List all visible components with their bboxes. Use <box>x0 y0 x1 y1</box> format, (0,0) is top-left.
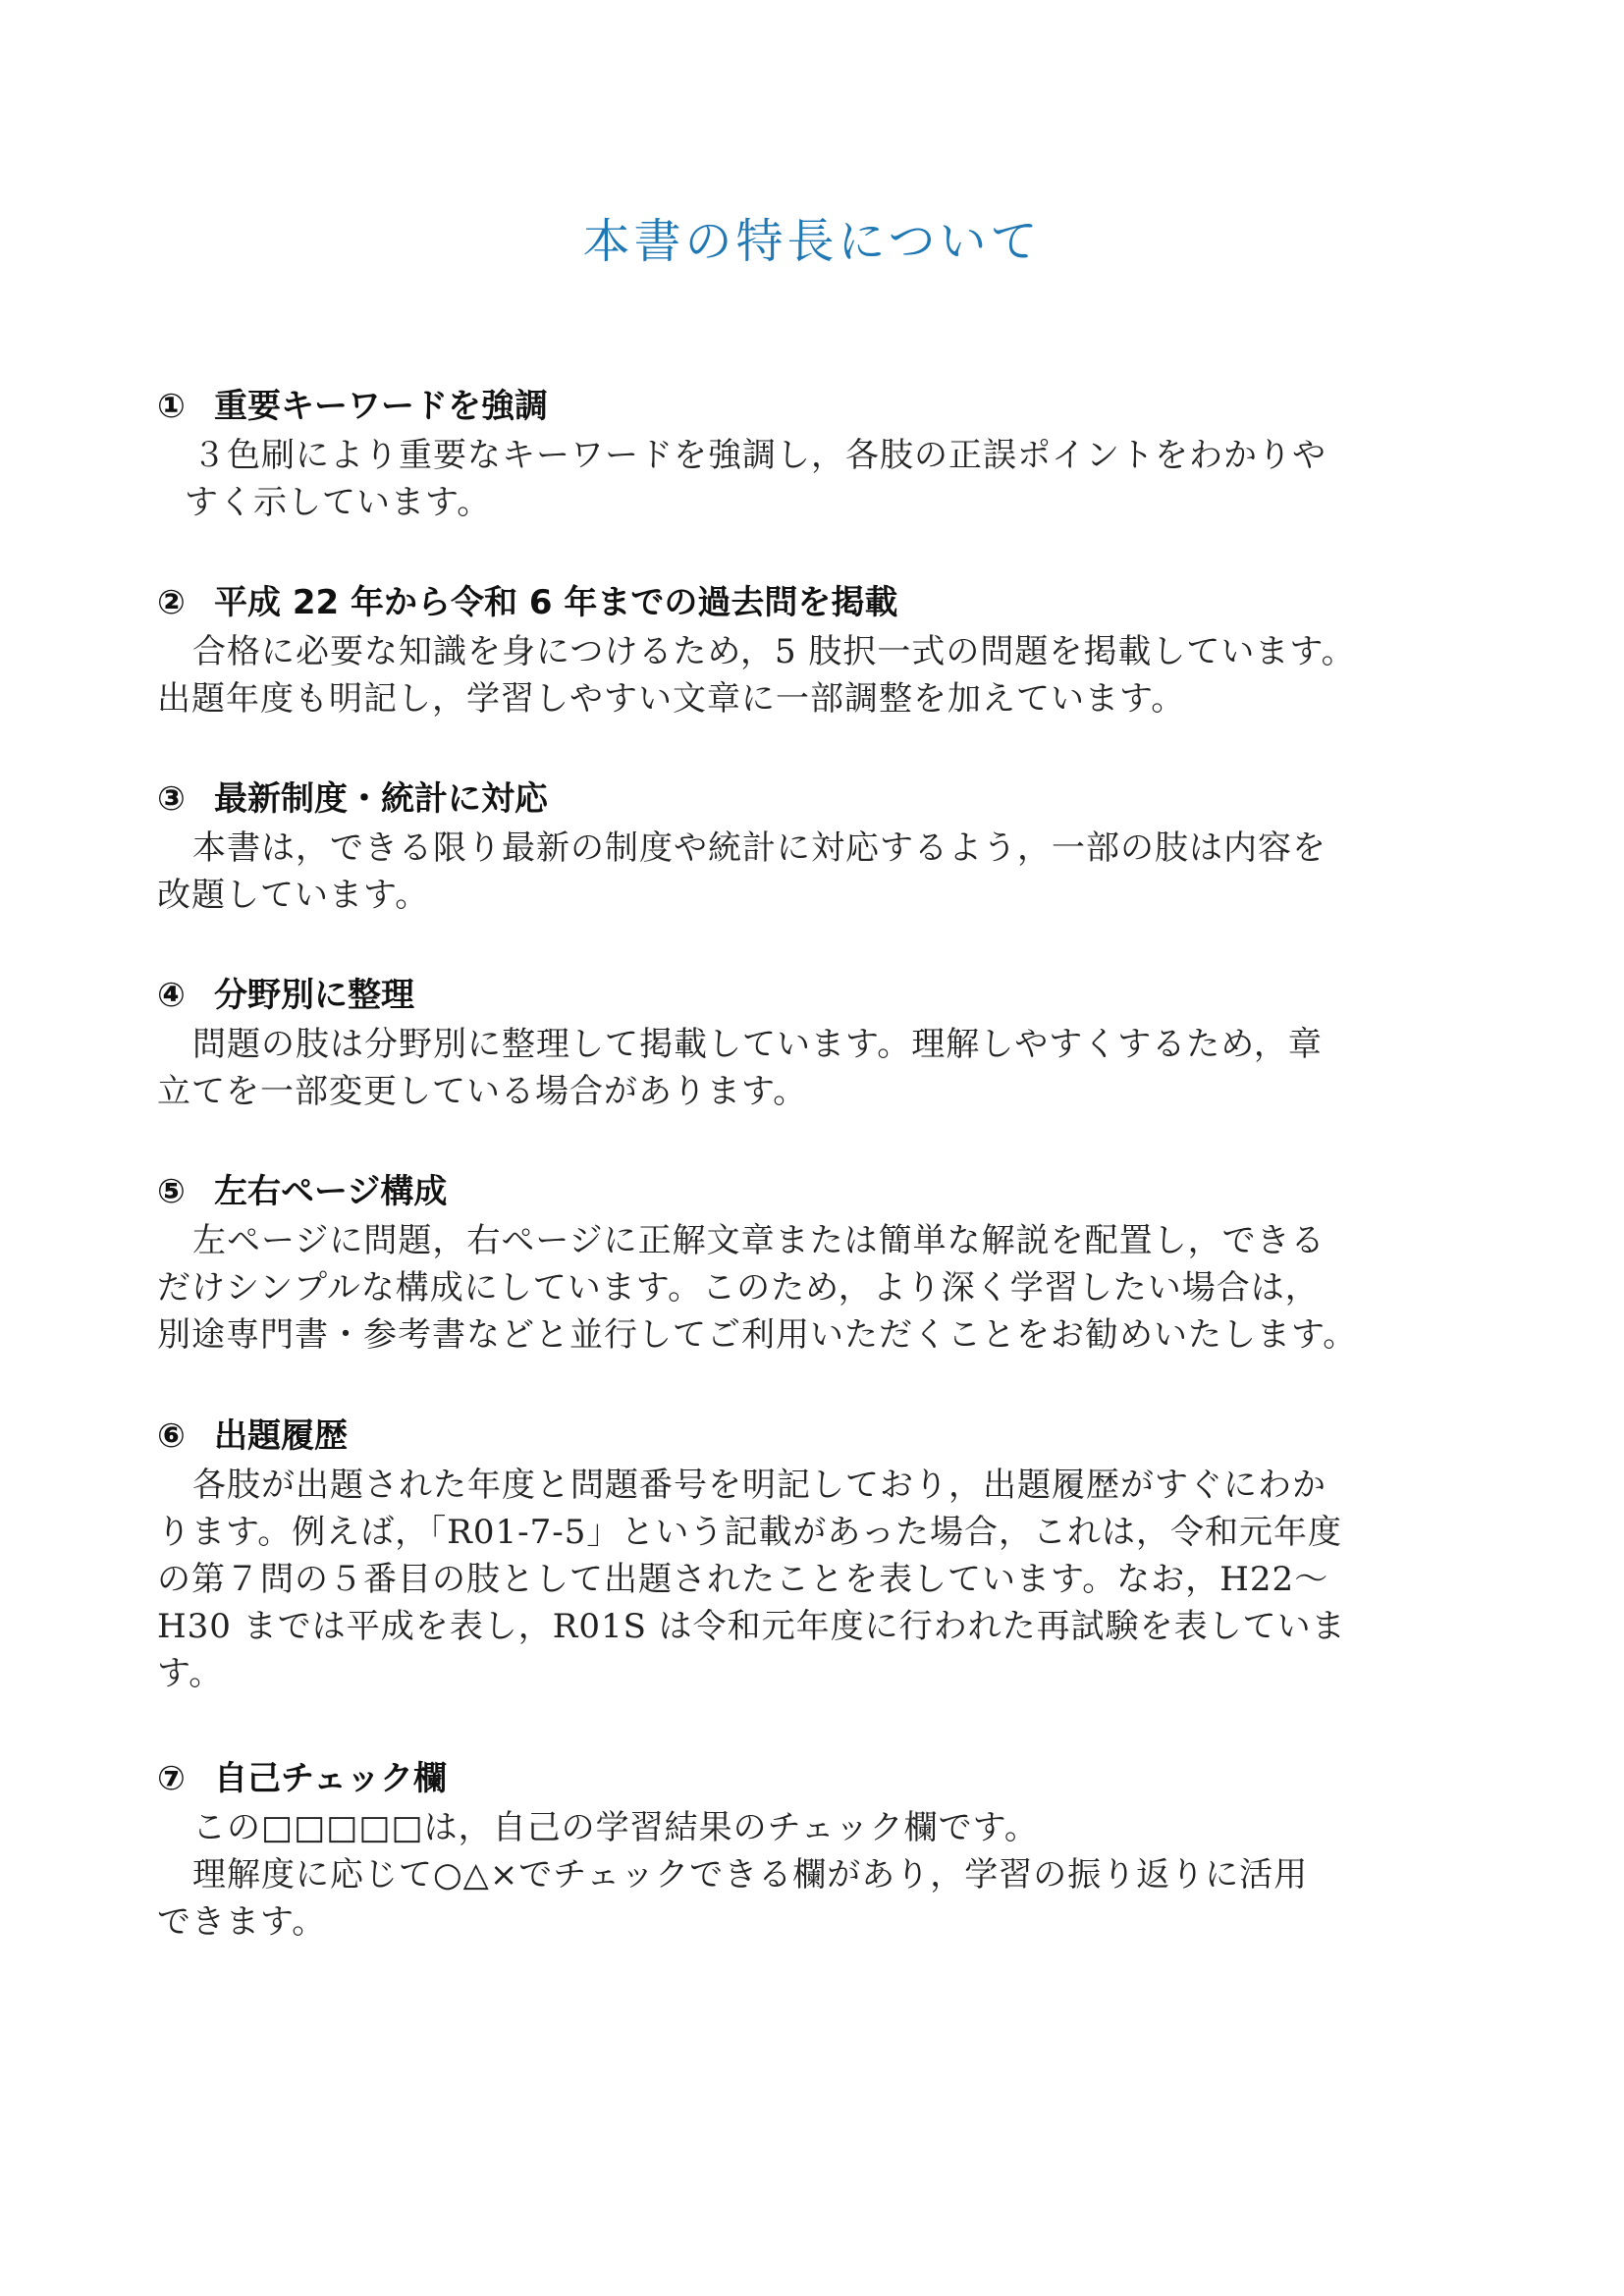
body-line: 改題しています。 <box>157 876 430 915</box>
section-number: ⑦ <box>157 1759 186 1798</box>
section-heading <box>157 1166 1492 1217</box>
section-title: 分野別に整理 <box>214 976 414 1015</box>
body-line: ります。例えば，「R01-7-5」という記載があった場合，これは，令和元年度 <box>157 1513 1343 1552</box>
section-title: 左右ページ構成 <box>214 1172 448 1211</box>
section-6 <box>157 1411 1492 1697</box>
body-line: だけシンプルな構成にしています。このため，より深く学習したい場合は， <box>157 1268 1320 1308</box>
section-heading <box>157 774 1492 825</box>
body-line: の第７問の５番目の肢として出題されたことを表しています。なお，H22〜 <box>157 1560 1329 1599</box>
body-line: H30 までは平成を表し，R01S は令和元年度に行われた再試験を表していま <box>157 1607 1346 1646</box>
body-line: す。 <box>157 1654 224 1693</box>
section-number: ① <box>157 387 186 426</box>
body-line: 別途専門書・参考書などと並行してご利用いただくことをお勧めいたします。 <box>157 1315 1358 1355</box>
section-3 <box>157 774 1492 919</box>
body-line: 各肢が出題された年度と問題番号を明記しており，出題履歴がすぐにわか <box>192 1466 1326 1505</box>
body-line: すく示しています。 <box>185 483 492 522</box>
body-line: 本書は，できる限り最新の制度や統計に対応するよう，一部の肢は内容を <box>192 828 1326 868</box>
section-title: 出題履歴 <box>214 1416 348 1456</box>
body-line: 理解度に応じて○△×でチェックできる欄があり，学習の振り返りに活用 <box>192 1855 1309 1895</box>
body-line: 左ページに問題，右ページに正解文章または簡単な解説を配置し，できる <box>192 1221 1326 1260</box>
page-title: 本書の特長について <box>582 214 1042 269</box>
body-line: ３色刷により重要なキーワードを強調し，各肢の正誤ポイントをわかりや <box>192 436 1326 475</box>
body-line: 合格に必要な知識を身につけるため，5 肢択一式の問題を掲載しています。 <box>192 632 1356 671</box>
section-title: 平成 22 年から令和 6 年までの過去問を掲載 <box>214 583 898 622</box>
body-line: 立てを一部変更している場合があります。 <box>157 1072 808 1111</box>
section-heading <box>157 381 1492 432</box>
section-number: ⑥ <box>157 1416 186 1456</box>
section-number: ④ <box>157 976 186 1015</box>
section-heading <box>157 1411 1492 1462</box>
section-heading <box>157 1753 1492 1804</box>
section-heading <box>157 970 1492 1021</box>
section-title: 重要キーワードを強調 <box>214 387 548 426</box>
body-line: この□□□□□は，自己の学習結果のチェック欄です。 <box>192 1808 1039 1847</box>
section-2 <box>157 577 1492 722</box>
body-line: できます。 <box>157 1902 327 1942</box>
body-line: 問題の肢は分野別に整理して掲載しています。理解しやすくするため，章 <box>192 1025 1323 1064</box>
section-number: ⑤ <box>157 1172 186 1211</box>
section-5 <box>157 1166 1492 1359</box>
section-7 <box>157 1753 1492 1946</box>
section-heading <box>157 577 1492 628</box>
section-1 <box>157 381 1492 526</box>
section-number: ② <box>157 583 186 622</box>
section-title: 最新制度・統計に対応 <box>214 779 548 819</box>
section-4 <box>157 970 1492 1115</box>
section-title: 自己チェック欄 <box>214 1759 447 1798</box>
body-line: 出題年度も明記し，学習しやすい文章に一部調整を加えています。 <box>157 679 1186 719</box>
section-number: ③ <box>157 779 186 819</box>
